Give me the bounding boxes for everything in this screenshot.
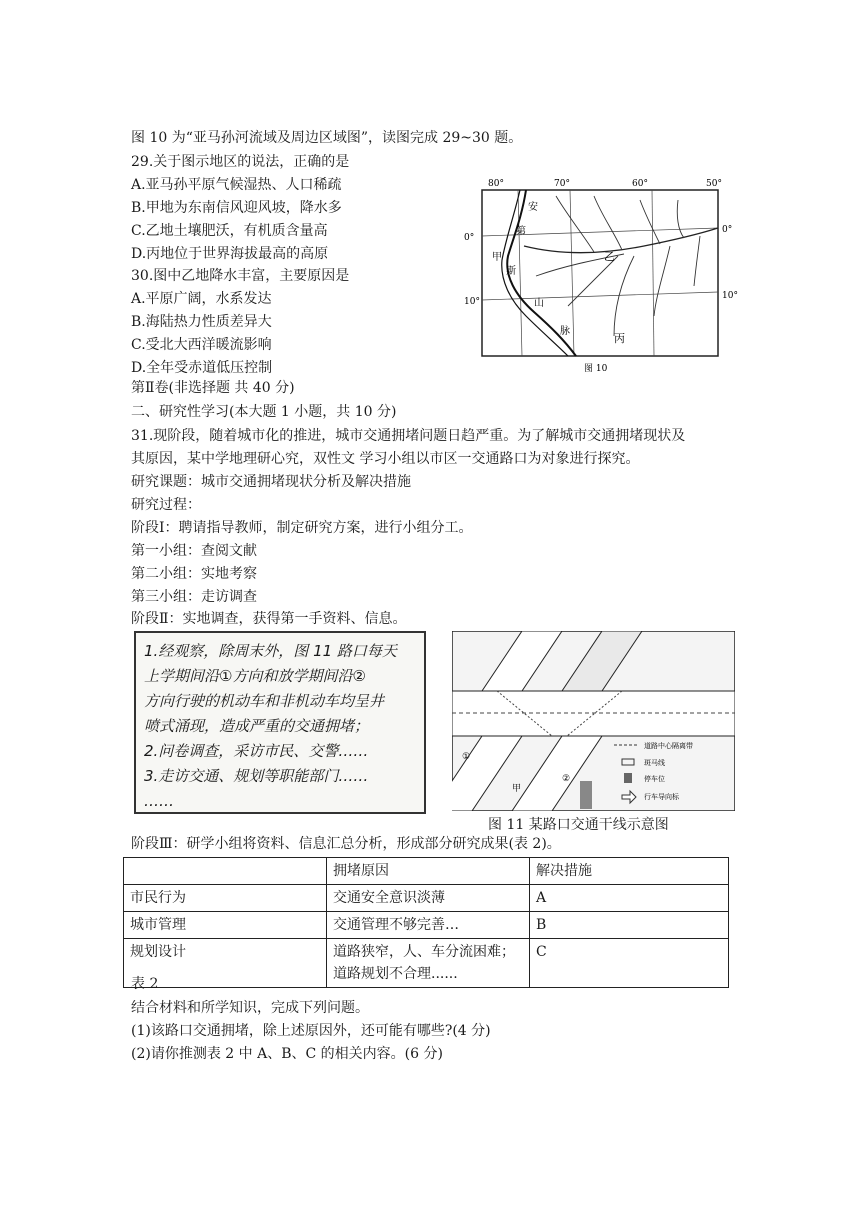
- q29-option-d: D.丙地位于世界海拔最高的高原: [131, 246, 329, 262]
- place-label: 斯: [506, 266, 516, 277]
- sub-question-1: (1)该路口交通拥堵，除上述原因外，还可能有哪些?(4 分): [131, 1023, 491, 1039]
- place-label: 甲: [492, 252, 502, 263]
- legend-label: 斑马线: [644, 759, 665, 767]
- note-line: 1.经观察，除周末外，图 11 路口每天: [144, 642, 397, 660]
- note-line: 方向行驶的机动车和非机动车均呈井: [144, 692, 385, 710]
- table-row: [124, 885, 729, 912]
- q29-option-b: B.甲地为东南信风迎风坡，降水多: [131, 200, 342, 216]
- table-header-row: [124, 858, 729, 885]
- place-label: 第: [516, 226, 526, 237]
- research-process: 研究过程：: [131, 497, 201, 513]
- note-line: 3.走访交通、规划等职能部门……: [144, 767, 369, 785]
- results-table: [123, 857, 729, 988]
- lat-label: 10°: [722, 291, 738, 301]
- q30-option-b: B.海陆热力性质差异大: [131, 314, 272, 330]
- map-caption: 图 10: [584, 364, 608, 372]
- section2-title: 第Ⅱ卷(非选择题 共 40 分): [131, 380, 295, 396]
- table-cell: 交通安全意识淡薄: [327, 885, 530, 912]
- amazon-map: [464, 176, 739, 372]
- table-cell-line: 道路规划不合理......: [333, 966, 458, 982]
- table-cell-line: 道路狭窄，人、车分流困难；: [333, 944, 515, 960]
- site-label: 甲: [512, 784, 522, 794]
- lat-label: 0°: [464, 233, 475, 243]
- table-caption: 表 2: [131, 976, 159, 992]
- lat-label: 0°: [722, 225, 733, 235]
- intro-line: 图 10 为“亚马孙河流域及周边区域图”，读图完成 29~30 题。: [131, 130, 523, 146]
- stage3: 阶段Ⅲ：研学小组将资料、信息汇总分析，形成部分研究成果(表 2)。: [131, 836, 561, 852]
- lon-label: 70°: [554, 179, 570, 189]
- table-row: [124, 939, 729, 988]
- table-header-cell: [124, 858, 327, 885]
- place-label: 山: [534, 298, 544, 309]
- lat-label: 10°: [464, 297, 480, 307]
- group1: 第一小组：查阅文献: [131, 543, 257, 559]
- legend-label: 行车导向标: [644, 793, 679, 801]
- table-cell: 市民行为: [124, 885, 327, 912]
- stage1: 阶段Ⅰ：聘请指导教师，制定研究方案，进行小组分工。: [131, 520, 473, 536]
- group2: 第二小组：实地考察: [131, 566, 257, 582]
- table-cell: A: [530, 885, 729, 912]
- direction-label: ①: [462, 752, 471, 762]
- survey-notes-box: [134, 631, 426, 814]
- research-topic: 研究课题：城市交通拥堵现状分析及解决措施: [131, 474, 411, 490]
- q29-option-c: C.乙地土壤肥沃，有机质含量高: [131, 223, 328, 239]
- note-line: 2.问卷调查，采访市民、交警……: [144, 742, 369, 760]
- q30-option-d: D.全年受赤道低压控制: [131, 360, 273, 376]
- intersection-diagram: [452, 631, 735, 811]
- table-cell: 交通管理不够完善…: [327, 912, 530, 939]
- table-cell: C: [530, 939, 729, 988]
- group3: 第三小组：走访调查: [131, 589, 257, 605]
- lon-label: 60°: [632, 179, 648, 189]
- q30-stem: 30.图中乙地降水丰富，主要原因是: [131, 268, 350, 284]
- note-line: 喷式涌现，造成严重的交通拥堵；: [144, 717, 370, 735]
- stage2: 阶段Ⅱ：实地调查，获得第一手资料、信息。: [131, 611, 407, 627]
- table-row: [124, 912, 729, 939]
- place-label: 乙: [604, 250, 615, 263]
- table-cell: B: [530, 912, 729, 939]
- lon-label: 50°: [706, 179, 722, 189]
- note-line: 上学期间沿①方向和放学期间沿②: [144, 667, 366, 685]
- figure11-caption: 图 11 某路口交通干线示意图: [488, 817, 669, 833]
- table-cell: 规划设计: [124, 939, 327, 988]
- table-header-cell: 拥堵原因: [327, 858, 530, 885]
- place-label: 丙: [614, 332, 625, 345]
- place-label: 脉: [560, 326, 570, 337]
- legend-label: 停车位: [644, 775, 665, 783]
- q31-line1: 31.现阶段，随着城市化的推进，城市交通拥堵问题日趋严重。为了解城市交通拥堵现状及: [131, 428, 686, 444]
- legend-label: 道路中心隔离带: [644, 742, 693, 750]
- table-header-cell: 解决措施: [530, 858, 729, 885]
- table-cell: [327, 939, 530, 988]
- q29-stem: 29.关于图示地区的说法，正确的是: [131, 154, 350, 170]
- direction-label: ②: [562, 774, 571, 784]
- sub-question-2: (2)请你推测表 2 中 A、B、C 的相关内容。(6 分): [131, 1046, 443, 1062]
- q31-line2: 其原因，某中学地理研心究，双性文 学习小组以市区一交通路口为对象进行探究。: [131, 451, 640, 467]
- table-cell: 城市管理: [124, 912, 327, 939]
- instruction: 结合材料和所学知识，完成下列问题。: [131, 1000, 369, 1016]
- note-line: ……: [144, 792, 174, 810]
- q30-option-a: A.平原广阔，水系发达: [131, 291, 272, 307]
- place-label: 安: [528, 202, 538, 213]
- lon-label: 80°: [488, 179, 504, 189]
- q30-option-c: C.受北大西洋暖流影响: [131, 337, 272, 353]
- q29-option-a: A.亚马孙平原气候湿热、人口稀疏: [131, 177, 342, 193]
- part2-title: 二、研究性学习(本大题 1 小题，共 10 分): [131, 404, 397, 420]
